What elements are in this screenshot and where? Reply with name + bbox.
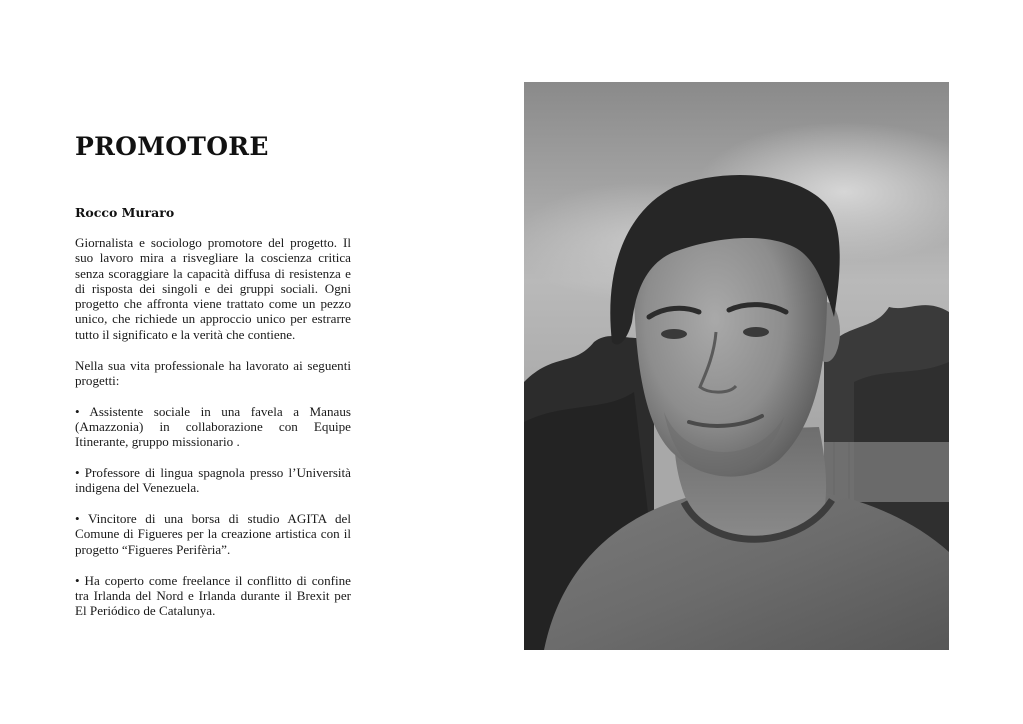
bio-paragraph-intro: Giornalista e sociologo promotore del progetto. Il suo lavoro mira a risvegliare la coscienza critica senza scoraggiare la capacità diffusa di resistenza e di risposta dei singoli e dei gruppi sociali. Ogni progetto che affronta viene trattato come un pezzo unico, che richiede un approccio unico per estrarre tutto il significato e la verità che contiene. — [75, 235, 351, 342]
project-item: • Assistente sociale in una favela a Manaus (Amazzonia) in collaborazione con Equipe Itinerante, gruppo missionario . — [75, 403, 351, 450]
section-title: PROMOTORE — [75, 132, 269, 161]
project-item: • Ha coperto come freelance il conflitto di confine tra Irlanda del Nord e Irlanda durante il Brexit per El Periódico de Catalunya. — [75, 572, 351, 619]
project-item: • Vincitore di una borsa di studio AGITA del Comune di Figueres per la creazione artistica con il progetto “Figueres Perifèria”. — [75, 511, 351, 557]
portrait-photo — [524, 82, 949, 650]
person-name: Rocco Muraro — [75, 205, 175, 220]
bio-paragraph-projects-intro: Nella sua vita professionale ha lavorato ai seguenti progetti: — [75, 357, 351, 388]
project-item: • Professore di lingua spagnola presso l’Università indigena del Venezuela. — [75, 465, 351, 496]
bio-text — [75, 235, 351, 618]
